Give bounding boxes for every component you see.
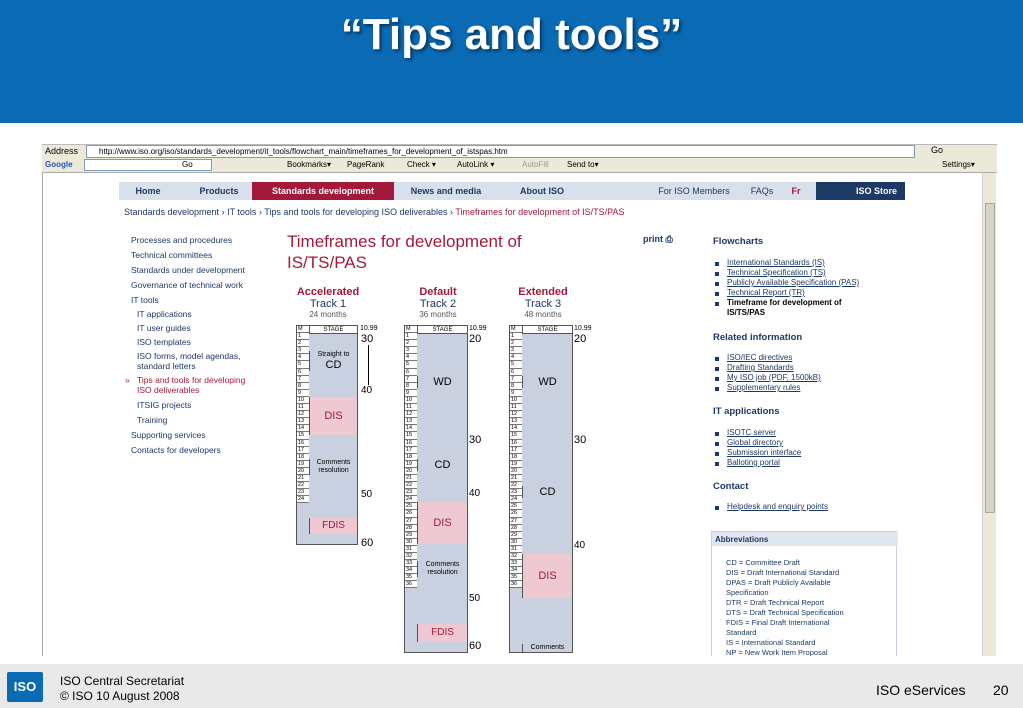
site-nav	[119, 182, 905, 200]
flow-link[interactable]: Technical Report (TR)	[727, 288, 805, 297]
address-label: Address	[45, 146, 79, 156]
slide-footer	[0, 664, 1023, 708]
abbr-item: CD = Committee Draft	[726, 558, 800, 567]
month-cell: 17	[510, 447, 522, 454]
abbreviations-heading: Abbreviations	[712, 532, 898, 546]
abbr-item: DIS = Draft International Standard	[726, 568, 840, 577]
month-cell: 23	[297, 489, 309, 496]
t2-mark: 30	[469, 434, 482, 446]
track-1-header	[283, 286, 373, 319]
abbreviations-box	[711, 531, 897, 656]
lnav-sub[interactable]: ITSIG projects	[137, 400, 192, 410]
t2-fdis: FDIS	[417, 624, 467, 642]
month-header: M	[510, 326, 522, 333]
month-cell: 11	[405, 404, 417, 411]
lnav-sub[interactable]: standard letters	[137, 361, 196, 371]
month-cell: 15	[405, 432, 417, 439]
month-cell: 18	[405, 454, 417, 461]
abbr-item: FDIS = Final Draft International	[726, 618, 830, 627]
t3-cd: CD	[522, 486, 572, 498]
t1-mark: 30	[361, 333, 374, 345]
month-cell: 23	[405, 489, 417, 496]
month-cell: 21	[510, 475, 522, 482]
t1-comments: Comments	[309, 459, 357, 467]
month-cell: 5	[510, 361, 522, 368]
flow-link[interactable]: Publicly Available Specification (PAS)	[727, 278, 860, 287]
abbr-item: Standard	[726, 628, 757, 637]
month-cell: 33	[405, 560, 417, 567]
stage-header: STAGE	[417, 326, 467, 334]
footer-date: © ISO 10 August 2008	[60, 689, 180, 703]
month-cell: 14	[510, 425, 522, 432]
page-number: 20	[993, 682, 1009, 698]
related-link[interactable]: Supplementary rules	[727, 383, 801, 392]
lnav-current[interactable]: ISO deliverables	[137, 385, 200, 395]
gbar-settings[interactable]: Settings▾	[942, 160, 975, 169]
bc-2[interactable]: IT tools	[227, 207, 257, 217]
related-link[interactable]: My ISO job (PDF, 1500kB)	[727, 373, 821, 382]
month-cell: 4	[405, 354, 417, 361]
bc-3[interactable]: Tips and tools for developing ISO deliverables	[264, 207, 448, 217]
flow-current: IS/TS/PAS	[727, 308, 766, 317]
t1-mark: 50	[361, 489, 373, 500]
itapps-link[interactable]: ISOTC server	[727, 428, 776, 437]
month-cell: 4	[297, 354, 309, 361]
month-cell: 13	[405, 418, 417, 425]
month-header: M	[297, 326, 309, 333]
track-1-label: Track 1	[309, 298, 347, 310]
month-cell: 29	[405, 532, 417, 539]
month-cell: 16	[297, 440, 309, 447]
month-cell: 17	[405, 447, 417, 454]
abbr-item: DPAS = Draft Publicly Available	[726, 578, 831, 587]
t2-mark: 50	[469, 593, 481, 604]
nav-standards[interactable]: Standards development	[252, 182, 394, 200]
month-cell: 32	[405, 553, 417, 560]
month-cell: 28	[510, 525, 522, 532]
lnav-item[interactable]: Processes and procedures	[131, 235, 233, 245]
month-cell: 27	[405, 518, 417, 525]
t2-mark: 20	[469, 333, 482, 345]
print-label: print	[643, 234, 663, 244]
t1-dis: DIS	[309, 397, 357, 435]
month-cell: 10	[297, 397, 309, 404]
gbar-bookmarks[interactable]: Bookmarks▾	[287, 160, 332, 169]
month-header: M	[405, 326, 417, 333]
month-cell: 11	[297, 404, 309, 411]
t3-dis: DIS	[522, 554, 572, 598]
gbar-autofill[interactable]: AutoFill	[522, 160, 549, 169]
month-cell: 28	[405, 525, 417, 532]
t2-wd: WD	[417, 376, 467, 388]
month-cell: 8	[510, 383, 522, 390]
t2-1099: 10.99	[469, 325, 487, 332]
vertical-scrollbar[interactable]	[982, 173, 996, 656]
month-cell: 9	[297, 390, 309, 397]
month-cell: 15	[510, 432, 522, 439]
month-cell: 2	[405, 340, 417, 347]
month-cell: 36	[510, 581, 522, 588]
lnav-item[interactable]: Contacts for developers	[131, 445, 221, 455]
t2-cd: CD	[417, 459, 467, 471]
month-cell: 6	[405, 369, 417, 376]
track-3-chart	[509, 325, 573, 653]
footer-org: ISO Central Secretariat	[60, 674, 185, 688]
t2-mark: 60	[469, 640, 482, 652]
month-cell: 12	[405, 411, 417, 418]
related-link[interactable]: Drafting Standards	[727, 363, 794, 372]
month-cell: 1	[405, 333, 417, 340]
month-cell: 20	[510, 468, 522, 475]
month-cell: 31	[405, 546, 417, 553]
month-cell: 10	[405, 397, 417, 404]
month-cell: 21	[405, 475, 417, 482]
month-cell: 24	[405, 496, 417, 503]
itapps-link[interactable]: Global directory	[727, 438, 784, 447]
abbr-item: NP = New Work Item Proposal	[726, 648, 828, 656]
month-cell: 3	[297, 347, 309, 354]
nav-home[interactable]: Home	[135, 186, 161, 196]
month-cell: 20	[405, 468, 417, 475]
t3-mark: 20	[574, 333, 587, 345]
itapps-link[interactable]: Submission interface	[727, 448, 802, 457]
bc-current: Timeframes for development of IS/TS/PAS	[455, 207, 625, 217]
month-cell: 1	[510, 333, 522, 340]
month-cell: 16	[405, 440, 417, 447]
month-cell: 13	[297, 418, 309, 425]
month-cell: 24	[297, 496, 309, 503]
month-cell: 22	[510, 482, 522, 489]
month-cell: 7	[405, 376, 417, 383]
related-heading: Related information	[713, 332, 803, 343]
contact-heading: Contact	[713, 481, 749, 492]
month-cell: 1	[297, 333, 309, 340]
nav-fr[interactable]: Fr	[791, 186, 801, 196]
gbar-sendto[interactable]: Send to▾	[567, 160, 599, 169]
t1-cd: CD	[309, 359, 357, 371]
printer-icon: ⎙	[665, 234, 673, 244]
t1-mark: 60	[361, 537, 374, 549]
month-cell: 31	[510, 546, 522, 553]
lnav-sub[interactable]: IT applications	[137, 309, 192, 319]
month-cell: 9	[405, 390, 417, 397]
month-cell: 5	[297, 361, 309, 368]
month-cell: 14	[405, 425, 417, 432]
t2-dis: DIS	[417, 502, 467, 544]
breadcrumb: Standards development › IT tools › Tips and tools for developing ISO deliverables › Timeframes for development of IS/TS/PAS	[124, 207, 625, 217]
nav-about[interactable]: About ISO	[520, 186, 564, 196]
url-input[interactable]: http://www.iso.org/iso/standards_development/it_tools/flowchart_main/timeframes_for_development_of_istspas.htm	[86, 145, 915, 158]
month-cell: 11	[510, 404, 522, 411]
lnav-item[interactable]: Governance of technical work	[131, 280, 243, 290]
t3-1099: 10.99	[574, 325, 592, 332]
month-cell: 19	[510, 461, 522, 468]
flow-link[interactable]: International Standards (IS)	[727, 258, 825, 267]
month-cell: 8	[405, 383, 417, 390]
month-cell: 25	[510, 503, 522, 510]
track-2-label: Track 2	[419, 298, 457, 310]
month-cell: 17	[297, 447, 309, 454]
month-cell: 8	[297, 383, 309, 390]
month-cell: 24	[510, 496, 522, 503]
lnav-sub[interactable]: ISO templates	[137, 337, 191, 347]
month-cell: 34	[405, 567, 417, 574]
track-1-months	[297, 326, 309, 503]
month-cell: 15	[297, 432, 309, 439]
web-page	[42, 173, 982, 656]
lnav-sub[interactable]: ISO forms, model agendas,	[137, 351, 241, 361]
t2-mark: 40	[469, 488, 481, 499]
month-cell: 34	[510, 567, 522, 574]
month-cell: 26	[405, 510, 417, 517]
lnav-item[interactable]: IT tools	[131, 295, 159, 305]
nav-store[interactable]: ISO Store	[816, 182, 905, 200]
month-cell: 10	[510, 397, 522, 404]
track-3-label: Track 3	[524, 298, 562, 310]
month-cell: 29	[510, 532, 522, 539]
track-1-name: Accelerated	[296, 286, 360, 298]
month-cell: 4	[510, 354, 522, 361]
itapps-heading: IT applications	[713, 406, 780, 417]
month-cell: 21	[297, 475, 309, 482]
gbar-autolink[interactable]: AutoLink ▾	[457, 160, 495, 169]
month-cell: 19	[297, 461, 309, 468]
t3-mark: 30	[574, 434, 587, 446]
address-bar	[42, 144, 997, 158]
slide-title: “Tips and tools”	[340, 10, 683, 59]
month-cell: 36	[405, 581, 417, 588]
heading-line1: Timeframes for development of	[287, 232, 522, 251]
bc-1[interactable]: Standards development	[124, 207, 220, 217]
month-cell: 6	[297, 369, 309, 376]
t2-resolution: resolution	[417, 569, 467, 577]
nav-faqs[interactable]: FAQs	[750, 186, 774, 196]
t1-mark: 40	[361, 385, 373, 396]
lnav-item[interactable]: Technical committees	[131, 250, 213, 260]
month-cell: 30	[510, 539, 522, 546]
track-3-months	[510, 326, 522, 588]
track-3-duration: 48 months	[524, 310, 562, 319]
t2-comments: Comments	[417, 561, 467, 569]
month-cell: 12	[297, 411, 309, 418]
contact-link[interactable]: Helpdesk and enquiry points	[727, 502, 828, 511]
stage-header: STAGE	[309, 326, 357, 334]
month-cell: 18	[297, 454, 309, 461]
month-cell: 26	[510, 510, 522, 517]
month-cell: 12	[510, 411, 522, 418]
gbar-pagerank[interactable]: PageRank	[347, 160, 385, 169]
t3-comments: Comments	[522, 644, 572, 652]
t1-1099: 10.99	[360, 325, 378, 332]
track-3-name: Extended	[518, 286, 568, 298]
t1-fdis: FDIS	[309, 518, 357, 534]
gbar-check[interactable]: Check ▾	[407, 160, 436, 169]
lnav-current-arrow: »	[125, 375, 130, 385]
month-cell: 33	[510, 560, 522, 567]
nav-members[interactable]: For ISO Members	[658, 186, 730, 196]
track-3-header	[498, 286, 588, 319]
month-cell: 13	[510, 418, 522, 425]
track-2-duration: 36 months	[419, 310, 457, 319]
t3-wd: WD	[522, 376, 572, 388]
track-1-duration: 24 months	[309, 310, 347, 319]
month-cell: 7	[297, 376, 309, 383]
month-cell: 16	[510, 440, 522, 447]
track-2-chart	[404, 325, 468, 653]
month-cell: 22	[405, 482, 417, 489]
month-cell: 19	[405, 461, 417, 468]
month-cell: 32	[510, 553, 522, 560]
month-cell: 23	[510, 489, 522, 496]
track-2-months	[405, 326, 417, 588]
month-cell: 5	[405, 361, 417, 368]
t3-mark: 40	[574, 540, 586, 551]
month-cell: 30	[405, 539, 417, 546]
month-cell: 6	[510, 369, 522, 376]
month-cell: 2	[297, 340, 309, 347]
gbar-go[interactable]: Go	[182, 160, 193, 169]
go-button[interactable]: Go	[931, 145, 944, 155]
lnav-item[interactable]: Standards under development	[131, 265, 245, 275]
month-cell: 9	[510, 390, 522, 397]
nav-products[interactable]: Products	[199, 186, 239, 196]
t1-arrow	[368, 345, 369, 385]
abbr-item: Specification	[726, 588, 769, 597]
month-cell: 14	[297, 425, 309, 432]
track-2-header	[393, 286, 483, 319]
flow-current: Timeframe for development of	[727, 298, 842, 307]
abbr-item: IS = International Standard	[726, 638, 816, 647]
scroll-thumb[interactable]	[985, 203, 995, 513]
abbr-item: DTS = Draft Technical Specification	[726, 608, 844, 617]
iso-logo: ISO	[7, 672, 43, 702]
month-cell: 35	[405, 574, 417, 581]
heading-line2: IS/TS/PAS	[287, 253, 367, 272]
itapps-link[interactable]: Balloting portal	[727, 458, 780, 467]
flow-link[interactable]: Technical Specification (TS)	[727, 268, 826, 277]
month-cell: 3	[510, 347, 522, 354]
month-cell: 2	[510, 340, 522, 347]
month-cell: 22	[297, 482, 309, 489]
track-1-chart	[296, 325, 358, 545]
t1-straight: Straight to	[309, 351, 357, 359]
related-link[interactable]: ISO/IEC directives	[727, 353, 793, 362]
flowcharts-heading: Flowcharts	[713, 236, 764, 247]
google-toolbar	[42, 158, 997, 173]
t1-resolution: resolution	[309, 467, 357, 475]
month-cell: 27	[510, 518, 522, 525]
google-logo: Google	[45, 160, 73, 169]
lnav-item[interactable]: Supporting services	[131, 430, 206, 440]
month-cell: 3	[405, 347, 417, 354]
print-link[interactable]	[643, 234, 673, 245]
lnav-current[interactable]: Tips and tools for developing	[137, 375, 246, 385]
month-cell: 25	[405, 503, 417, 510]
month-cell: 7	[510, 376, 522, 383]
page-heading	[287, 231, 522, 273]
nav-news[interactable]: News and media	[410, 186, 482, 196]
month-cell: 20	[297, 468, 309, 475]
month-cell: 35	[510, 574, 522, 581]
lnav-sub[interactable]: Training	[137, 415, 168, 425]
stage-header: STAGE	[522, 326, 572, 334]
track-2-name: Default	[419, 286, 457, 298]
footer-eservices: ISO eServices	[876, 682, 966, 698]
month-cell: 18	[510, 454, 522, 461]
lnav-sub[interactable]: IT user guides	[137, 323, 191, 333]
abbr-item: DTR = Draft Technical Report	[726, 598, 825, 607]
